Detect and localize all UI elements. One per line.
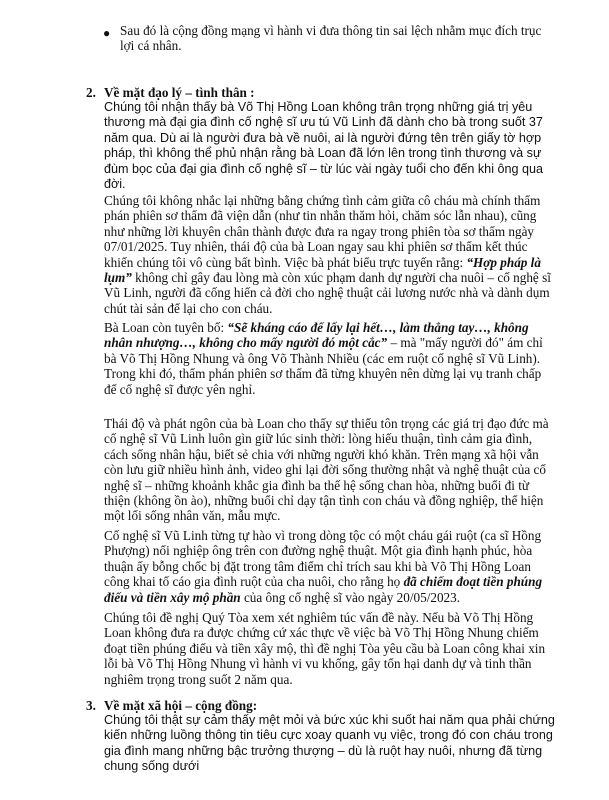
paragraph-5-text-a: Cố nghệ sĩ Vũ Linh từng tự hào vì trong dòng tộc có một cháu gái ruột (ca sĩ Hồng Phượng) nối nghiệp ông trên con đường nghệ thuật. Một gia đình hạnh phúc, hòa thuận ấy bỗng chốc bị đặt trong tâm điểm chỉ trích sau khi bà Võ Thị Hồng Loan công khai tố cáo gia đình ruột của cha nuôi, cho rằng họ <box>104 528 542 590</box>
bullet-dot-icon: ● <box>103 26 111 40</box>
quote-khang-cao: “Sẽ kháng cáo để lấy lại hết…, làm thẳng tay…, không nhân nhượng…, không cho mấy người đó một cắc” <box>104 320 529 351</box>
section-2-paragraph-4: Thái độ và phát ngôn của bà Loan cho thấy sự thiếu tôn trọng các giá trị đạo đức mà cố nghệ sĩ Vũ Linh luôn gìn giữ lúc sinh thời: lòng hiếu thuận, tình cảm gia đình, cách sống nhân hậu, biết sẻ chia với những người khó khăn. Trên mạng xã hội vẫn còn lưu giữ nhiều hình ảnh, video ghi lại đời sống thường nhật và nghệ thuật của cố nghệ sĩ – những khoảnh khắc gia đình ba thế hệ sống chan hòa, những buổi đi từ thiện (không ồn ào), những buổi chỉ dạy tận tình con cháu và đồng nghiệp, thể hiện một lối sống nhân văn, mẫu mực. <box>104 416 549 524</box>
section-2-paragraph-2 <box>104 193 556 316</box>
section-2-paragraph-6: Chúng tôi đề nghị Quý Tòa xem xét nghiêm túc vấn đề này. Nếu bà Võ Thị Hồng Loan không đưa ra được chứng cứ xác thực về việc bà Võ Thị Hồng Nhung chiếm đoạt tiền phúng điếu và tiền xây mộ, thì đề nghị Tòa yêu cầu bà Loan công khai xin lỗi bà Võ Thị Hồng Nhung vì hành vi vu khống, gây tổn hại danh dự và tinh thần nghiêm trọng trong suốt 2 năm qua. <box>104 610 546 687</box>
accusation-text: đã chiếm đoạt tiền phúng điếu và tiền xây mộ phần <box>104 574 543 605</box>
paragraph-2-text-b: không chỉ gây đau lòng mà còn xúc phạm danh dự người cha nuôi – cố nghệ sĩ Vũ Linh, người đã cống hiến cả đời cho nghệ thuật cải lương nước nhà và dành dụm chút tài sản để lại cho con cháu. <box>104 270 551 316</box>
section-3-paragraph-1: Chúng tôi thật sự cảm thấy mệt mỏi và bức xúc khi suốt hai năm qua phải chứng kiến những luồng thông tin tiêu cực xoay quanh vụ việc, trong đó con cháu trong gia đình mang những bậc trưởng thượng – dù là ruột hay nuôi, nhưng đã từng chung sống dưới <box>104 713 555 774</box>
section-2-paragraph-5 <box>104 528 556 605</box>
section-2-title: Về mặt đạo lý – tình thân : <box>104 85 255 100</box>
section-3-number: 3. <box>86 698 96 713</box>
paragraph-3-text-b: – mà "mấy người đó" ám chỉ bà Võ Thị Hồng Nhung và ông Võ Thành Nhiều (các em ruột cố nghệ sĩ Vũ Linh). Trong khi đó, thẩm phán phiên sơ thẩm đã từng khuyên nên dừng lại vụ tranh chấp để cố nghệ sĩ được yên nghỉ. <box>104 335 543 397</box>
bullet-item: Sau đó là cộng đồng mạng vì hành vi đưa thông tin sai lệch nhằm mục đích trục lợi cá nhân. <box>120 23 542 54</box>
paragraph-3-text-a: Bà Loan còn tuyên bố: <box>104 320 228 335</box>
quote-hop-phap: “Hợp pháp là lụm” <box>104 254 541 286</box>
section-2-paragraph-3 <box>104 320 556 397</box>
section-2-paragraph-1: Chúng tôi nhận thấy bà Võ Thị Hồng Loan không trân trọng những giá trị yêu thương mà đại gia đình cố nghệ sĩ ưu tú Vũ Linh đã dành cho bà trong suốt 37 năm qua. Dù ai là người đưa bà về nuôi, ai là người đứng tên trên giấy tờ hợp pháp, thì không thể phủ nhận rằng bà Loan đã lớn lên trong tình thương và sự đùm bọc của đại gia đình cố nghệ sĩ – từ lúc vài ngày tuổi cho đến khi ông qua đời. <box>104 100 544 192</box>
paragraph-5-text-b: của ông cố nghệ sĩ vào ngày 20/05/2023. <box>240 589 461 605</box>
section-2-number: 2. <box>86 85 96 100</box>
paragraph-2-text-a: Chúng tôi không nhắc lại những bằng chứng tình cảm giữa cô cháu mà chính thẩm phán phiên sơ thẩm đã viện dẫn (như tin nhắn thăm hỏi, chăm sóc lẫn nhau), cũng như những lời khuyên chân thành được đưa ra ngay trong phiên tòa sơ thẩm ngày 07/01/2025. Tuy nhiên, thái độ của bà Loan ngay sau khi phiên sơ thẩm kết thúc khiến chúng tôi vô cùng bất bình. Việc bà phát biểu trực tuyến rằng: <box>104 193 541 270</box>
section-3-title: Về mặt xã hội – cộng đồng: <box>104 698 258 713</box>
